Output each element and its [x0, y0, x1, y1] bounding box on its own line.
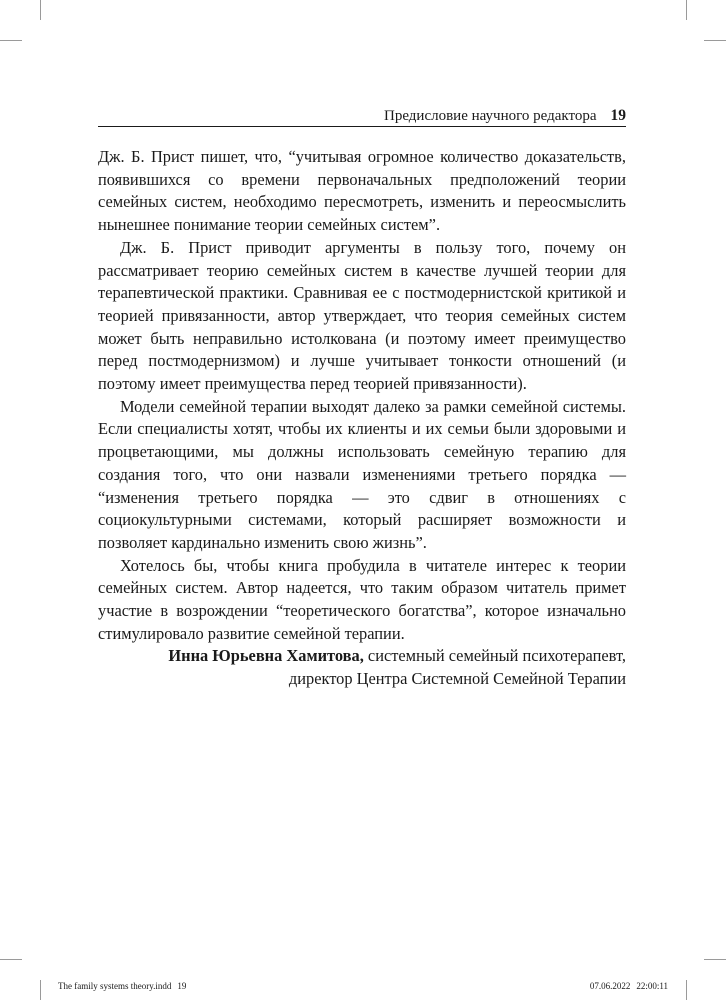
signature-line [98, 645, 626, 668]
slug-filename: The family systems theory.indd [58, 981, 172, 991]
header-rule [98, 126, 626, 127]
author-name: Инна Юрьевна Хамитова, [168, 646, 364, 666]
crop-mark [0, 40, 22, 41]
slug-page: 19 [177, 981, 187, 991]
paragraph: Дж. Б. Прист приводит аргументы в пользу того, почему он рассматривает теорию семейных систем в качестве лучшей теории для терапевтической практики. Сравнивая ее с постмодернистской критикой и теорией привязанности, автор утверждает, что теория семейных систем может быть неправильно истолкована (и поэтому имеет преимущество перед постмодернизмом) и лучше учитывает тонкости отношений (и поэтому имеет преимущества перед теорией привязанности). [98, 237, 626, 394]
author-role: системный семейный психотерапевт, [363, 646, 626, 666]
page-number: 19 [610, 107, 626, 124]
crop-mark [0, 959, 22, 960]
crop-mark [686, 980, 687, 1000]
crop-mark [704, 40, 726, 41]
slug-date: 07.06.2022 [589, 981, 631, 991]
paragraph: Дж. Б. Прист пишет, что, “учитывая огромное количество доказательств, появившихся со времени первоначальных предположений теории семейных систем, необходимо пересмотреть, изменить и переосмыслить нынешнее понимание теории семейных систем”. [98, 147, 626, 235]
crop-mark [704, 959, 726, 960]
paragraph: Модели семейной терапии выходят далеко за рамки семейной системы. Если специалисты хотят, чтобы их клиенты и их семьи были здоровыми и процветающими, мы должны использовать семейную терапию для создания того, что они назвали изменениями третьего порядка — “изменения третьего порядка — это сдвиг в отношениях с социокультурными системами, который расширяет возможности и позволяет кардинально изменить свою жизнь”. [98, 396, 626, 552]
slug-left [58, 981, 186, 992]
crop-mark [40, 0, 41, 20]
crop-mark [40, 980, 41, 1000]
paragraph: Хотелось бы, чтобы книга пробудила в читателе интерес к теории семейных систем. Автор надеется, что таким образом читатель примет участие в возрождении “теоретического богатства”, которое изначально стимулировало развитие семейной терапии. [98, 555, 626, 643]
crop-mark [686, 0, 687, 20]
running-header-title: Предисловие научного редактора [384, 108, 597, 124]
slug-time: 22:00:11 [636, 981, 668, 991]
running-header [98, 107, 626, 124]
signature-block [98, 645, 626, 690]
author-position: директор Центра Системной Семейной Терапии [288, 669, 626, 689]
slug-right [590, 981, 668, 992]
body-text [98, 146, 626, 691]
